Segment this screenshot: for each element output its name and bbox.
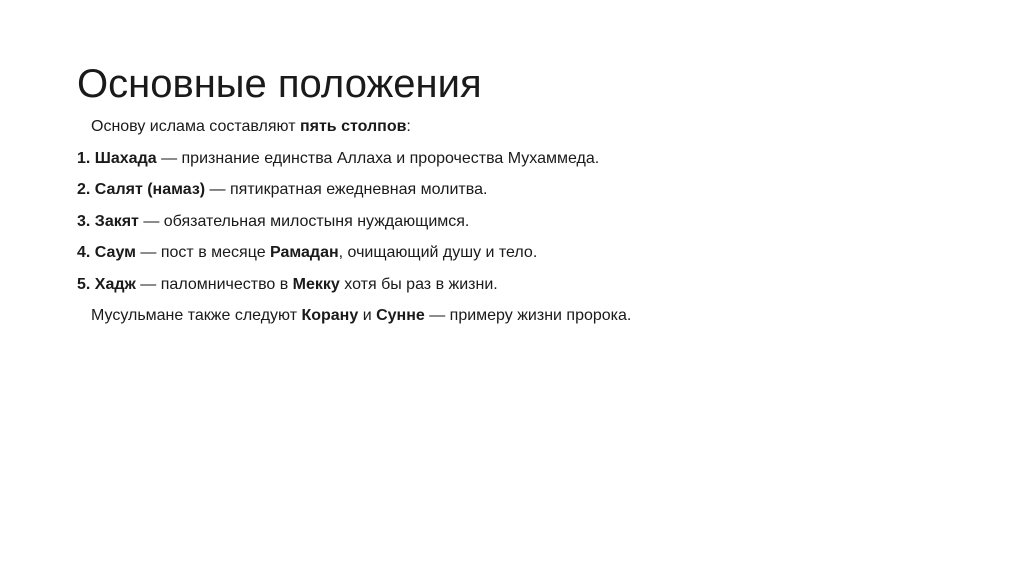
pillar-2-text: — пятикратная ежедневная молитва. [205,181,488,198]
pillar-3-name: 3. Закят [77,212,139,230]
pillar-item-1 [77,143,977,175]
pillar-3-text: — обязательная милостыня нуждающимся. [138,212,470,230]
slide-body [77,111,977,332]
pillar-5-name: 5. Хадж [77,275,136,293]
pillar-item-2 [77,174,977,206]
pillar-5-highlight: Мекку [292,275,340,293]
pillar-item-5 [77,269,977,301]
pillar-5-text-end: хотя бы раз в жизни. [339,275,498,293]
outro-and: и [358,307,377,324]
outro-text: Мусульмане также следуют [91,307,302,324]
pillar-4-highlight: Рамадан [270,244,339,261]
pillar-5-text: — паломничество в [135,275,293,293]
outro-text-end: — примеру жизни пророка. [424,307,632,324]
outro-sunnah: Сунне [376,307,425,324]
pillar-4-text-end: , очищающий душу и тело. [338,244,538,261]
intro-line [77,111,977,143]
intro-bold: пять столпов [299,118,407,135]
pillar-4-name: 4. Саум [77,244,136,261]
pillar-2-name: 2. Салят (намаз) [77,181,206,198]
outro-line [77,300,977,332]
slide-title: Основные положения [77,62,482,106]
pillar-item-3 [77,206,977,238]
pillar-4-text: — пост в месяце [135,244,271,261]
outro-quran: Корану [301,307,359,324]
pillar-item-4 [77,237,977,269]
pillar-1-text: — признание единства Аллаха и пророчества Мухаммеда. [156,149,600,167]
pillar-1-name: 1. Шахада [77,149,157,167]
intro-colon: : [406,118,411,135]
intro-text: Основу ислама составляют [91,118,300,135]
